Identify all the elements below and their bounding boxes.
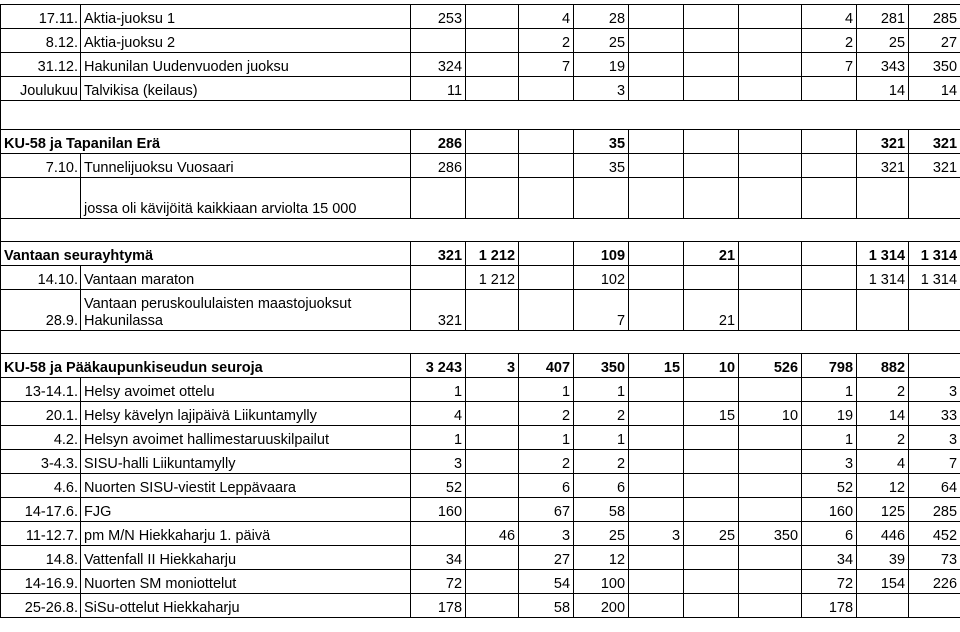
table-row xyxy=(1,426,960,450)
value-cell: 154 xyxy=(857,570,909,594)
value-cell: 52 xyxy=(802,474,857,498)
value-cell xyxy=(739,426,802,450)
value-cell: 1 xyxy=(519,378,574,402)
value-cell xyxy=(739,5,802,29)
value-cell xyxy=(802,130,857,154)
table-row xyxy=(1,546,960,570)
value-cell xyxy=(629,77,684,101)
value-cell: 526 xyxy=(739,354,802,378)
value-cell: 7 xyxy=(519,53,574,77)
value-cell xyxy=(739,130,802,154)
date-cell: 4.6. xyxy=(1,474,81,498)
value-cell xyxy=(684,546,739,570)
value-cell: 14 xyxy=(857,402,909,426)
table-row xyxy=(1,77,960,101)
event-name-cell: Aktia-juoksu 1 xyxy=(81,5,411,29)
value-cell: 1 xyxy=(802,378,857,402)
value-cell xyxy=(629,450,684,474)
table-row xyxy=(1,378,960,402)
table-row xyxy=(1,266,960,290)
value-cell xyxy=(802,290,857,331)
value-cell: 321 xyxy=(857,154,909,178)
date-cell: 20.1. xyxy=(1,402,81,426)
date-cell: 8.12. xyxy=(1,29,81,53)
event-name-cell: SiSu-ottelut Hiekkaharju xyxy=(81,594,411,618)
value-cell xyxy=(739,53,802,77)
event-name-cell: Helsy kävelyn lajipäivä Liikuntamylly xyxy=(81,402,411,426)
value-cell: 1 314 xyxy=(857,266,909,290)
value-cell: 1 314 xyxy=(857,242,909,266)
value-cell: 15 xyxy=(629,354,684,378)
section-title: KU-58 ja Pääkaupunkiseudun seuroja xyxy=(1,354,411,378)
value-cell: 67 xyxy=(519,498,574,522)
value-cell xyxy=(629,378,684,402)
value-cell: 324 xyxy=(411,53,466,77)
value-cell: 1 212 xyxy=(466,242,519,266)
value-cell xyxy=(739,290,802,331)
table-row xyxy=(1,570,960,594)
event-name-cell: Helsy avoimet ottelu xyxy=(81,378,411,402)
value-cell xyxy=(466,474,519,498)
table-row xyxy=(1,474,960,498)
value-cell xyxy=(739,378,802,402)
event-name-cell: Vantaan maraton xyxy=(81,266,411,290)
value-cell: 253 xyxy=(411,5,466,29)
value-cell xyxy=(519,242,574,266)
blank-row xyxy=(1,101,960,130)
date-cell: 11-12.7. xyxy=(1,522,81,546)
value-cell: 58 xyxy=(574,498,629,522)
blank-row xyxy=(1,331,960,354)
event-name-cell: Hakunilan Uudenvuoden juoksu xyxy=(81,53,411,77)
value-cell xyxy=(684,498,739,522)
value-cell xyxy=(802,178,857,219)
value-cell xyxy=(739,474,802,498)
value-cell: 321 xyxy=(411,290,466,331)
value-cell xyxy=(857,594,909,618)
value-cell: 3 xyxy=(519,522,574,546)
value-cell: 4 xyxy=(857,450,909,474)
blank-cell xyxy=(1,219,960,242)
table-row xyxy=(1,178,960,219)
value-cell: 3 xyxy=(411,450,466,474)
value-cell xyxy=(411,266,466,290)
value-cell: 4 xyxy=(519,5,574,29)
value-cell xyxy=(574,178,629,219)
value-cell: 3 xyxy=(802,450,857,474)
value-cell xyxy=(684,570,739,594)
value-cell: 407 xyxy=(519,354,574,378)
value-cell: 15 xyxy=(684,402,739,426)
value-cell: 2 xyxy=(857,378,909,402)
value-cell: 2 xyxy=(857,426,909,450)
section-title: KU-58 ja Tapanilan Erä xyxy=(1,130,411,154)
value-cell: 10 xyxy=(739,402,802,426)
value-cell: 100 xyxy=(574,570,629,594)
value-cell: 28 xyxy=(574,5,629,29)
value-cell xyxy=(466,402,519,426)
value-cell: 21 xyxy=(684,242,739,266)
value-cell: 4 xyxy=(802,5,857,29)
value-cell: 160 xyxy=(411,498,466,522)
section-row xyxy=(1,242,960,266)
value-cell: 35 xyxy=(574,154,629,178)
value-cell: 6 xyxy=(574,474,629,498)
value-cell xyxy=(466,498,519,522)
event-name-cell: Vantaan peruskoululaisten maastojuoksut Hakunilassa xyxy=(81,290,411,331)
table-row xyxy=(1,594,960,618)
value-cell xyxy=(466,426,519,450)
value-cell: 286 xyxy=(411,154,466,178)
value-cell xyxy=(909,290,960,331)
date-cell: 13-14.1. xyxy=(1,378,81,402)
value-cell: 1 xyxy=(519,426,574,450)
value-cell xyxy=(629,474,684,498)
value-cell: 72 xyxy=(411,570,466,594)
date-cell: 4.2. xyxy=(1,426,81,450)
value-cell: 33 xyxy=(909,402,960,426)
value-cell xyxy=(466,178,519,219)
value-cell xyxy=(629,402,684,426)
value-cell: 321 xyxy=(909,130,960,154)
value-cell xyxy=(739,77,802,101)
table-row xyxy=(1,498,960,522)
value-cell: 178 xyxy=(411,594,466,618)
date-cell: 28.9. xyxy=(1,290,81,331)
value-cell xyxy=(629,498,684,522)
value-cell: 1 xyxy=(411,378,466,402)
value-cell xyxy=(629,154,684,178)
value-cell: 3 xyxy=(466,354,519,378)
value-cell xyxy=(629,29,684,53)
value-cell: 35 xyxy=(574,130,629,154)
table-row xyxy=(1,5,960,29)
value-cell xyxy=(466,378,519,402)
table-row xyxy=(1,450,960,474)
value-cell: 286 xyxy=(411,130,466,154)
value-cell: 350 xyxy=(574,354,629,378)
value-cell: 160 xyxy=(802,498,857,522)
value-cell xyxy=(519,290,574,331)
value-cell: 46 xyxy=(466,522,519,546)
table-row xyxy=(1,53,960,77)
value-cell xyxy=(684,130,739,154)
value-cell xyxy=(909,594,960,618)
table-row xyxy=(1,522,960,546)
value-cell: 1 xyxy=(802,426,857,450)
value-cell xyxy=(466,450,519,474)
value-cell: 3 xyxy=(629,522,684,546)
value-cell xyxy=(466,594,519,618)
value-cell: 19 xyxy=(802,402,857,426)
value-cell xyxy=(519,266,574,290)
value-cell xyxy=(684,5,739,29)
value-cell xyxy=(466,77,519,101)
value-cell xyxy=(857,178,909,219)
value-cell: 882 xyxy=(857,354,909,378)
value-cell xyxy=(739,29,802,53)
blank-cell xyxy=(1,101,960,130)
value-cell: 2 xyxy=(519,29,574,53)
value-cell xyxy=(629,290,684,331)
value-cell xyxy=(684,378,739,402)
date-cell: 17.11. xyxy=(1,5,81,29)
value-cell: 64 xyxy=(909,474,960,498)
value-cell: 281 xyxy=(857,5,909,29)
value-cell xyxy=(739,178,802,219)
value-cell xyxy=(466,5,519,29)
value-cell xyxy=(909,178,960,219)
value-cell: 34 xyxy=(411,546,466,570)
value-cell xyxy=(684,154,739,178)
date-cell: 14-16.9. xyxy=(1,570,81,594)
value-cell xyxy=(629,546,684,570)
value-cell: 125 xyxy=(857,498,909,522)
event-name-cell: Nuorten SM moniottelut xyxy=(81,570,411,594)
value-cell xyxy=(466,29,519,53)
blank-row xyxy=(1,219,960,242)
value-cell: 7 xyxy=(802,53,857,77)
value-cell: 7 xyxy=(909,450,960,474)
value-cell: 52 xyxy=(411,474,466,498)
value-cell: 3 243 xyxy=(411,354,466,378)
date-cell: 25-26.8. xyxy=(1,594,81,618)
value-cell: 2 xyxy=(802,29,857,53)
date-cell: Joulukuu xyxy=(1,77,81,101)
value-cell xyxy=(909,354,960,378)
event-name-cell: Talvikisa (keilaus) xyxy=(81,77,411,101)
value-cell xyxy=(857,290,909,331)
value-cell: 27 xyxy=(909,29,960,53)
value-cell xyxy=(739,498,802,522)
value-cell xyxy=(411,178,466,219)
value-cell: 1 xyxy=(411,426,466,450)
value-cell: 1 xyxy=(574,378,629,402)
date-cell: 14.8. xyxy=(1,546,81,570)
value-cell: 6 xyxy=(519,474,574,498)
value-cell: 10 xyxy=(684,354,739,378)
date-cell: 7.10. xyxy=(1,154,81,178)
value-cell: 25 xyxy=(574,522,629,546)
event-name-cell: Vattenfall II Hiekkaharju xyxy=(81,546,411,570)
value-cell xyxy=(739,154,802,178)
value-cell: 109 xyxy=(574,242,629,266)
value-cell xyxy=(684,178,739,219)
value-cell: 25 xyxy=(684,522,739,546)
value-cell: 102 xyxy=(574,266,629,290)
value-cell: 14 xyxy=(909,77,960,101)
value-cell: 12 xyxy=(574,546,629,570)
table-row xyxy=(1,402,960,426)
value-cell xyxy=(519,77,574,101)
value-cell: 2 xyxy=(519,402,574,426)
value-cell: 12 xyxy=(857,474,909,498)
value-cell: 25 xyxy=(857,29,909,53)
section-row xyxy=(1,354,960,378)
value-cell xyxy=(684,474,739,498)
value-cell xyxy=(802,154,857,178)
value-cell xyxy=(684,53,739,77)
value-cell: 321 xyxy=(857,130,909,154)
value-cell xyxy=(519,130,574,154)
value-cell xyxy=(466,154,519,178)
table-row xyxy=(1,154,960,178)
date-cell xyxy=(1,178,81,219)
event-name-cell: SISU-halli Liikuntamylly xyxy=(81,450,411,474)
value-cell: 34 xyxy=(802,546,857,570)
value-cell xyxy=(629,178,684,219)
value-cell: 446 xyxy=(857,522,909,546)
value-cell xyxy=(466,130,519,154)
event-name-cell: FJG xyxy=(81,498,411,522)
value-cell: 14 xyxy=(857,77,909,101)
value-cell xyxy=(684,29,739,53)
value-cell xyxy=(519,154,574,178)
value-cell xyxy=(739,546,802,570)
value-cell: 200 xyxy=(574,594,629,618)
event-name-cell: Tunnelijuoksu Vuosaari xyxy=(81,154,411,178)
event-name-cell: Helsyn avoimet hallimestaruuskilpailut xyxy=(81,426,411,450)
value-cell: 19 xyxy=(574,53,629,77)
value-cell: 2 xyxy=(574,450,629,474)
value-cell: 350 xyxy=(909,53,960,77)
value-cell: 2 xyxy=(574,402,629,426)
value-cell: 285 xyxy=(909,5,960,29)
section-title: Vantaan seurayhtymä xyxy=(1,242,411,266)
value-cell xyxy=(629,426,684,450)
value-cell: 7 xyxy=(574,290,629,331)
value-cell xyxy=(739,594,802,618)
value-cell: 226 xyxy=(909,570,960,594)
value-cell: 178 xyxy=(802,594,857,618)
value-cell: 321 xyxy=(909,154,960,178)
value-cell: 72 xyxy=(802,570,857,594)
value-cell xyxy=(684,426,739,450)
value-cell xyxy=(802,266,857,290)
value-cell xyxy=(629,5,684,29)
value-cell: 27 xyxy=(519,546,574,570)
value-cell: 11 xyxy=(411,77,466,101)
value-cell xyxy=(629,594,684,618)
section-row xyxy=(1,130,960,154)
value-cell: 73 xyxy=(909,546,960,570)
value-cell: 1 314 xyxy=(909,242,960,266)
value-cell: 452 xyxy=(909,522,960,546)
value-cell: 1 xyxy=(574,426,629,450)
table-row xyxy=(1,290,960,331)
value-cell: 58 xyxy=(519,594,574,618)
value-cell: 3 xyxy=(909,426,960,450)
value-cell: 3 xyxy=(909,378,960,402)
value-cell xyxy=(466,570,519,594)
value-cell: 2 xyxy=(519,450,574,474)
value-cell: 350 xyxy=(739,522,802,546)
value-cell xyxy=(684,266,739,290)
value-cell xyxy=(629,130,684,154)
value-cell xyxy=(739,450,802,474)
value-cell: 1 314 xyxy=(909,266,960,290)
value-cell xyxy=(466,546,519,570)
value-cell: 21 xyxy=(684,290,739,331)
value-cell: 1 212 xyxy=(466,266,519,290)
value-cell xyxy=(629,266,684,290)
event-name-cell: jossa oli kävijöitä kaikkiaan arviolta 15 000 xyxy=(81,178,411,219)
date-cell: 31.12. xyxy=(1,53,81,77)
value-cell xyxy=(802,77,857,101)
value-cell: 798 xyxy=(802,354,857,378)
value-cell: 4 xyxy=(411,402,466,426)
date-cell: 3-4.3. xyxy=(1,450,81,474)
value-cell xyxy=(466,290,519,331)
date-cell: 14.10. xyxy=(1,266,81,290)
value-cell xyxy=(739,266,802,290)
event-name-cell: Nuorten SISU-viestit Leppävaara xyxy=(81,474,411,498)
value-cell xyxy=(739,570,802,594)
value-cell xyxy=(629,242,684,266)
value-cell xyxy=(466,53,519,77)
value-cell xyxy=(684,594,739,618)
value-cell: 54 xyxy=(519,570,574,594)
value-cell: 3 xyxy=(574,77,629,101)
value-cell xyxy=(629,53,684,77)
value-cell xyxy=(519,178,574,219)
value-cell: 6 xyxy=(802,522,857,546)
blank-cell xyxy=(1,331,960,354)
value-cell xyxy=(802,242,857,266)
value-cell xyxy=(629,570,684,594)
value-cell: 39 xyxy=(857,546,909,570)
event-name-cell: pm M/N Hiekkaharju 1. päivä xyxy=(81,522,411,546)
table-row xyxy=(1,29,960,53)
statistics-table xyxy=(0,4,960,618)
value-cell xyxy=(684,450,739,474)
value-cell: 285 xyxy=(909,498,960,522)
date-cell: 14-17.6. xyxy=(1,498,81,522)
value-cell xyxy=(684,77,739,101)
value-cell xyxy=(411,522,466,546)
event-name-cell: Aktia-juoksu 2 xyxy=(81,29,411,53)
value-cell: 321 xyxy=(411,242,466,266)
value-cell xyxy=(739,242,802,266)
value-cell: 25 xyxy=(574,29,629,53)
value-cell: 343 xyxy=(857,53,909,77)
value-cell xyxy=(411,29,466,53)
